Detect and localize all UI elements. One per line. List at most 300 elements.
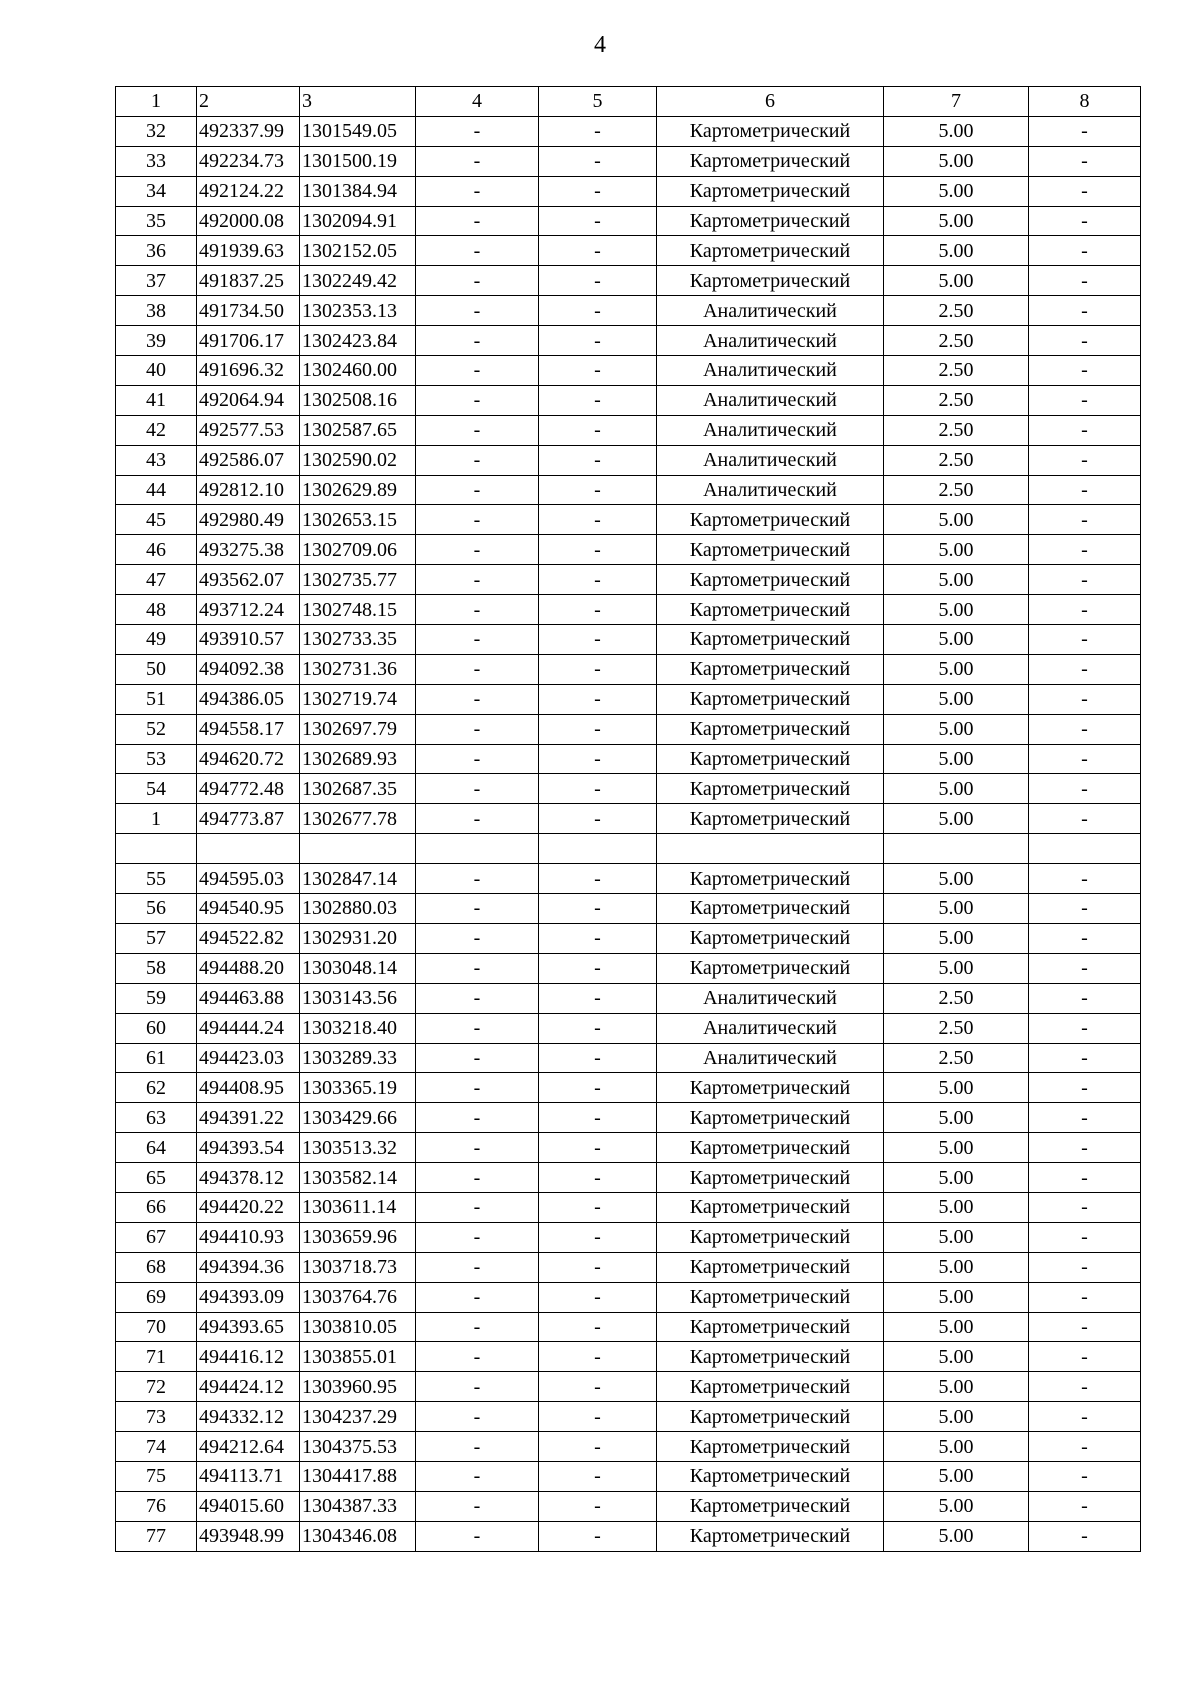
cell-col-5: - [539,684,657,714]
table-row [116,1103,1141,1133]
cell-col-8: - [1029,1432,1141,1462]
cell-accuracy: 2.50 [884,1043,1029,1073]
cell-y-coordinate: 1302460.00 [300,356,416,386]
cell-x-coordinate: 492337.99 [197,116,300,146]
cell-x-coordinate: 494540.95 [197,894,300,924]
cell-y-coordinate: 1302847.14 [300,864,416,894]
cell-y-coordinate: 1302697.79 [300,714,416,744]
cell-accuracy: 5.00 [884,1402,1029,1432]
cell-col-8: - [1029,146,1141,176]
cell-point-number: 64 [116,1133,197,1163]
cell-y-coordinate: 1303048.14 [300,953,416,983]
cell-col-8: - [1029,535,1141,565]
cell-col-8: - [1029,1222,1141,1252]
cell-point-number: 69 [116,1282,197,1312]
cell-point-number: 39 [116,326,197,356]
cell-col-4: - [416,1342,539,1372]
cell-point-number: 74 [116,1432,197,1462]
cell-col-4: - [416,326,539,356]
cell-col-5 [539,834,657,864]
cell-accuracy: 2.50 [884,445,1029,475]
table-row [116,595,1141,625]
cell-accuracy: 5.00 [884,1372,1029,1402]
cell-accuracy: 2.50 [884,326,1029,356]
cell-col-5: - [539,266,657,296]
cell-x-coordinate: 492812.10 [197,475,300,505]
cell-y-coordinate: 1302152.05 [300,236,416,266]
cell-col-5: - [539,1073,657,1103]
table-row [116,206,1141,236]
cell-method: Картометрический [657,266,884,296]
cell-col-8: - [1029,326,1141,356]
cell-y-coordinate: 1303365.19 [300,1073,416,1103]
cell-accuracy: 5.00 [884,864,1029,894]
cell-col-4: - [416,804,539,834]
cell-accuracy: 5.00 [884,1192,1029,1222]
cell-x-coordinate: 494424.12 [197,1372,300,1402]
cell-col-8: - [1029,1372,1141,1402]
cell-col-4: - [416,146,539,176]
table-row [116,1013,1141,1043]
cell-x-coordinate: 492980.49 [197,505,300,535]
cell-y-coordinate: 1303764.76 [300,1282,416,1312]
cell-col-5: - [539,595,657,625]
cell-point-number: 50 [116,654,197,684]
cell-method: Картометрический [657,894,884,924]
cell-point-number: 76 [116,1491,197,1521]
cell-accuracy: 5.00 [884,1222,1029,1252]
cell-col-8: - [1029,744,1141,774]
table-row [116,296,1141,326]
header-row [116,87,1141,117]
cell-col-5: - [539,565,657,595]
cell-point-number: 37 [116,266,197,296]
cell-x-coordinate: 493948.99 [197,1521,300,1551]
table-row [116,774,1141,804]
cell-col-8: - [1029,356,1141,386]
cell-accuracy: 5.00 [884,714,1029,744]
cell-accuracy: 5.00 [884,744,1029,774]
cell-method: Картометрический [657,565,884,595]
cell-y-coordinate: 1301549.05 [300,116,416,146]
cell-point-number: 57 [116,923,197,953]
cell-col-5: - [539,625,657,655]
cell-y-coordinate: 1303218.40 [300,1013,416,1043]
cell-x-coordinate: 494488.20 [197,953,300,983]
cell-method: Картометрический [657,654,884,684]
cell-y-coordinate: 1303143.56 [300,983,416,1013]
cell-col-4: - [416,1252,539,1282]
cell-col-4: - [416,1521,539,1551]
cell-accuracy: 5.00 [884,505,1029,535]
cell-col-8: - [1029,1073,1141,1103]
cell-col-5: - [539,983,657,1013]
table-row [116,1312,1141,1342]
cell-y-coordinate: 1303582.14 [300,1163,416,1193]
cell-col-5: - [539,1252,657,1282]
cell-col-5: - [539,1402,657,1432]
cell-accuracy: 5.00 [884,1073,1029,1103]
cell-y-coordinate: 1303960.95 [300,1372,416,1402]
cell-x-coordinate: 491706.17 [197,326,300,356]
cell-point-number: 48 [116,595,197,625]
cell-method: Картометрический [657,176,884,206]
table-row [116,1342,1141,1372]
header-cell-6: 6 [657,87,884,117]
table-row [116,565,1141,595]
cell-accuracy: 5.00 [884,894,1029,924]
cell-accuracy: 5.00 [884,1521,1029,1551]
cell-col-5: - [539,1013,657,1043]
cell-method: Аналитический [657,475,884,505]
cell-accuracy: 2.50 [884,385,1029,415]
cell-col-8: - [1029,1402,1141,1432]
cell-col-8: - [1029,625,1141,655]
cell-x-coordinate: 492124.22 [197,176,300,206]
cell-accuracy: 5.00 [884,774,1029,804]
cell-point-number: 70 [116,1312,197,1342]
cell-point-number: 61 [116,1043,197,1073]
cell-method: Аналитический [657,1043,884,1073]
table-row [116,894,1141,924]
table-row [116,1252,1141,1282]
cell-point-number: 56 [116,894,197,924]
cell-method: Картометрический [657,684,884,714]
cell-col-8: - [1029,206,1141,236]
cell-method: Аналитический [657,356,884,386]
cell-col-5: - [539,1521,657,1551]
cell-method: Картометрический [657,146,884,176]
cell-col-5: - [539,1342,657,1372]
cell-accuracy: 5.00 [884,535,1029,565]
cell-method: Картометрический [657,1133,884,1163]
cell-accuracy: 5.00 [884,804,1029,834]
cell-col-8: - [1029,1342,1141,1372]
cell-col-8: - [1029,923,1141,953]
cell-y-coordinate: 1302653.15 [300,505,416,535]
cell-method: Картометрический [657,1252,884,1282]
table-header [116,87,1141,117]
cell-x-coordinate: 493910.57 [197,625,300,655]
cell-col-5: - [539,146,657,176]
cell-method: Картометрический [657,1461,884,1491]
cell-col-4: - [416,595,539,625]
table-row [116,356,1141,386]
cell-point-number: 51 [116,684,197,714]
cell-method: Картометрический [657,1103,884,1133]
cell-x-coordinate: 494015.60 [197,1491,300,1521]
cell-method: Картометрический [657,1192,884,1222]
cell-col-8: - [1029,296,1141,326]
cell-x-coordinate: 494410.93 [197,1222,300,1252]
cell-col-8: - [1029,953,1141,983]
cell-col-4: - [416,714,539,744]
cell-col-5: - [539,1043,657,1073]
cell-x-coordinate: 492000.08 [197,206,300,236]
cell-point-number: 66 [116,1192,197,1222]
table-row [116,804,1141,834]
cell-accuracy: 5.00 [884,266,1029,296]
cell-col-5: - [539,1133,657,1163]
table-row [116,1163,1141,1193]
cell-point-number: 54 [116,774,197,804]
cell-y-coordinate: 1302094.91 [300,206,416,236]
cell-col-4: - [416,445,539,475]
cell-accuracy: 5.00 [884,1432,1029,1462]
cell-col-4: - [416,1491,539,1521]
table-row [116,1372,1141,1402]
cell-accuracy: 5.00 [884,565,1029,595]
cell-point-number: 43 [116,445,197,475]
cell-col-4: - [416,625,539,655]
cell-col-8: - [1029,445,1141,475]
table-row [116,266,1141,296]
cell-accuracy: 2.50 [884,983,1029,1013]
cell-col-8: - [1029,804,1141,834]
cell-col-4: - [416,535,539,565]
table-row [116,1222,1141,1252]
cell-x-coordinate: 491837.25 [197,266,300,296]
cell-col-4: - [416,236,539,266]
cell-col-4 [416,834,539,864]
cell-col-5: - [539,445,657,475]
cell-col-4: - [416,744,539,774]
cell-y-coordinate: 1302587.65 [300,415,416,445]
cell-accuracy: 2.50 [884,415,1029,445]
cell-x-coordinate: 494113.71 [197,1461,300,1491]
cell-col-5: - [539,1312,657,1342]
table-row [116,415,1141,445]
table-row [116,385,1141,415]
table-row [116,116,1141,146]
header-cell-5: 5 [539,87,657,117]
cell-col-4: - [416,864,539,894]
cell-method: Аналитический [657,415,884,445]
cell-y-coordinate: 1302677.78 [300,804,416,834]
cell-col-8 [1029,834,1141,864]
table-row [116,864,1141,894]
cell-col-4: - [416,1222,539,1252]
cell-method: Картометрический [657,1282,884,1312]
cell-col-4: - [416,1372,539,1402]
cell-point-number: 65 [116,1163,197,1193]
cell-col-5: - [539,1163,657,1193]
cell-accuracy: 5.00 [884,116,1029,146]
table-row [116,326,1141,356]
cell-method: Картометрический [657,923,884,953]
cell-point-number: 75 [116,1461,197,1491]
cell-accuracy: 5.00 [884,1491,1029,1521]
cell-x-coordinate: 494408.95 [197,1073,300,1103]
cell-col-4: - [416,505,539,535]
table-row [116,1073,1141,1103]
cell-col-4: - [416,1402,539,1432]
cell-col-4: - [416,774,539,804]
cell-col-8: - [1029,714,1141,744]
cell-accuracy: 5.00 [884,953,1029,983]
cell-col-8: - [1029,1163,1141,1193]
cell-accuracy: 5.00 [884,1133,1029,1163]
cell-method: Картометрический [657,864,884,894]
table-row [116,176,1141,206]
cell-accuracy: 5.00 [884,176,1029,206]
cell-col-5: - [539,415,657,445]
cell-x-coordinate: 494522.82 [197,923,300,953]
cell-point-number: 33 [116,146,197,176]
cell-accuracy: 5.00 [884,1252,1029,1282]
cell-col-8: - [1029,774,1141,804]
cell-col-8: - [1029,1312,1141,1342]
cell-x-coordinate: 494620.72 [197,744,300,774]
cell-col-4: - [416,1461,539,1491]
cell-method: Картометрический [657,744,884,774]
cell-x-coordinate: 494595.03 [197,864,300,894]
cell-col-5: - [539,1372,657,1402]
cell-method: Аналитический [657,983,884,1013]
table-row [116,1043,1141,1073]
cell-y-coordinate: 1301384.94 [300,176,416,206]
cell-x-coordinate: 494393.65 [197,1312,300,1342]
cell-accuracy: 5.00 [884,595,1029,625]
cell-col-5: - [539,953,657,983]
cell-y-coordinate: 1303718.73 [300,1252,416,1282]
cell-method: Картометрический [657,1372,884,1402]
table-row [116,1133,1141,1163]
cell-point-number [116,834,197,864]
cell-point-number: 34 [116,176,197,206]
cell-y-coordinate: 1302733.35 [300,625,416,655]
cell-y-coordinate: 1303289.33 [300,1043,416,1073]
cell-x-coordinate: 493275.38 [197,535,300,565]
cell-x-coordinate: 494420.22 [197,1192,300,1222]
cell-col-4: - [416,565,539,595]
cell-point-number: 47 [116,565,197,595]
cell-x-coordinate: 494773.87 [197,804,300,834]
cell-col-5: - [539,774,657,804]
cell-col-5: - [539,744,657,774]
cell-point-number: 41 [116,385,197,415]
cell-accuracy: 2.50 [884,475,1029,505]
cell-point-number: 60 [116,1013,197,1043]
cell-point-number: 62 [116,1073,197,1103]
cell-col-8: - [1029,684,1141,714]
table-row [116,236,1141,266]
cell-method: Картометрический [657,1432,884,1462]
cell-x-coordinate: 494394.36 [197,1252,300,1282]
cell-x-coordinate: 494444.24 [197,1013,300,1043]
cell-method: Аналитический [657,326,884,356]
page-number: 4 [594,32,606,58]
cell-y-coordinate: 1304417.88 [300,1461,416,1491]
cell-col-4: - [416,296,539,326]
cell-method: Картометрический [657,1222,884,1252]
table-row [116,1432,1141,1462]
header-cell-2: 2 [197,87,300,117]
cell-col-8: - [1029,266,1141,296]
cell-accuracy: 5.00 [884,1103,1029,1133]
cell-x-coordinate: 491939.63 [197,236,300,266]
cell-col-8: - [1029,1192,1141,1222]
table-row [116,1521,1141,1551]
cell-col-5: - [539,1491,657,1521]
cell-method: Картометрический [657,206,884,236]
cell-x-coordinate: 493562.07 [197,565,300,595]
cell-y-coordinate: 1304387.33 [300,1491,416,1521]
cell-point-number: 40 [116,356,197,386]
table-row [116,1282,1141,1312]
cell-x-coordinate: 494386.05 [197,684,300,714]
cell-col-5: - [539,923,657,953]
cell-accuracy: 5.00 [884,146,1029,176]
cell-point-number: 55 [116,864,197,894]
cell-point-number: 38 [116,296,197,326]
cell-y-coordinate: 1302931.20 [300,923,416,953]
cell-col-5: - [539,296,657,326]
cell-y-coordinate: 1304237.29 [300,1402,416,1432]
cell-col-5: - [539,326,657,356]
table-row [116,535,1141,565]
cell-y-coordinate: 1302689.93 [300,744,416,774]
cell-col-4: - [416,415,539,445]
table-row [116,923,1141,953]
table-row [116,834,1141,864]
cell-y-coordinate: 1302748.15 [300,595,416,625]
cell-method: Картометрический [657,1312,884,1342]
cell-y-coordinate: 1302735.77 [300,565,416,595]
table-row [116,983,1141,1013]
cell-col-5: - [539,236,657,266]
cell-col-4: - [416,1432,539,1462]
table-row [116,1491,1141,1521]
cell-x-coordinate: 494393.54 [197,1133,300,1163]
cell-method: Картометрический [657,505,884,535]
cell-accuracy: 5.00 [884,1461,1029,1491]
cell-accuracy: 5.00 [884,206,1029,236]
cell-y-coordinate: 1302249.42 [300,266,416,296]
cell-point-number: 35 [116,206,197,236]
cell-y-coordinate: 1302687.35 [300,774,416,804]
cell-col-4: - [416,176,539,206]
cell-col-4: - [416,983,539,1013]
cell-x-coordinate: 494391.22 [197,1103,300,1133]
cell-accuracy: 2.50 [884,356,1029,386]
cell-x-coordinate: 492064.94 [197,385,300,415]
cell-point-number: 45 [116,505,197,535]
cell-point-number: 59 [116,983,197,1013]
cell-x-coordinate: 492577.53 [197,415,300,445]
cell-col-5: - [539,1282,657,1312]
cell-y-coordinate: 1304346.08 [300,1521,416,1551]
table-row [116,744,1141,774]
cell-col-4: - [416,684,539,714]
cell-col-5: - [539,176,657,206]
table-row [116,684,1141,714]
cell-method: Картометрический [657,774,884,804]
cell-y-coordinate: 1302731.36 [300,654,416,684]
cell-col-8: - [1029,983,1141,1013]
cell-point-number: 73 [116,1402,197,1432]
table-row [116,625,1141,655]
cell-accuracy [884,834,1029,864]
cell-col-4: - [416,206,539,236]
cell-point-number: 68 [116,1252,197,1282]
cell-accuracy: 2.50 [884,1013,1029,1043]
cell-col-5: - [539,475,657,505]
header-cell-8: 8 [1029,87,1141,117]
cell-col-5: - [539,714,657,744]
cell-col-4: - [416,385,539,415]
cell-accuracy: 5.00 [884,625,1029,655]
